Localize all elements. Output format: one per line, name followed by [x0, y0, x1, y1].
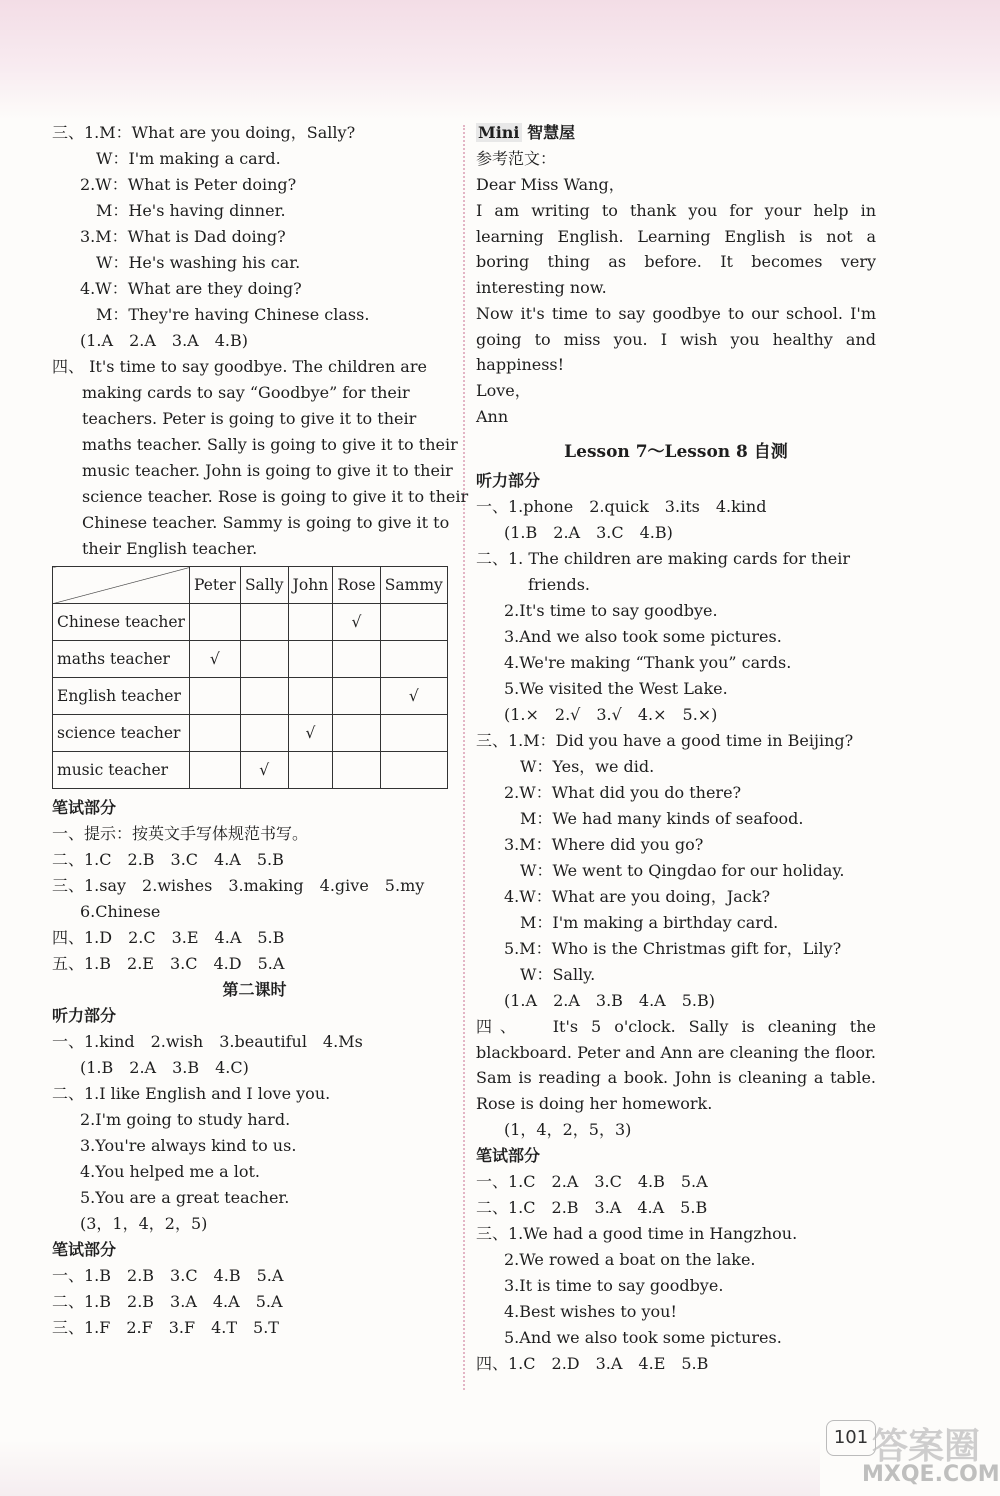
s3-line-8: M：They're having Chinese class.: [96, 305, 370, 324]
listening-heading: 听力部分: [476, 470, 541, 490]
listening-s3-3: 2.W：What did you do there?: [504, 782, 742, 802]
bottom-decorative-band: [0, 1440, 820, 1496]
listening2-line-4: 2.I'm going to study hard.: [80, 1110, 291, 1129]
page-number: 101: [826, 1420, 876, 1456]
listening-s3-10: W：Sally.: [520, 964, 596, 984]
letter-greeting: Dear Miss Wang，: [476, 175, 625, 194]
table-cell: [288, 752, 333, 789]
s4-line-6: science teacher. Rose is going to give it to their: [82, 487, 469, 506]
row-label: maths teacher: [53, 641, 190, 678]
table-cell: [189, 715, 240, 752]
listening-s2-4: 4.We're making “Thank you” cards.: [504, 652, 792, 672]
written-line-2: 二、1.C 2.B 3.C 4.A 5.B: [52, 850, 284, 869]
top-decorative-band: [0, 0, 1000, 120]
test-title: Lesson 7～Lesson 8 自测: [564, 441, 788, 462]
written-line-6: 五、1.B 2.E 3.C 4.D 5.A: [52, 954, 285, 973]
listening-s3-1: 三、1.M：Did you have a good time in Beijing?: [476, 730, 854, 750]
listening2-line-8: (3，1，4，2，5): [80, 1214, 208, 1233]
listening2-line-3: 二、1.I like English and I love you.: [52, 1084, 331, 1103]
written-line-5: 四、1.D 2.C 3.E 4.A 5.B: [52, 928, 285, 947]
listening-s2-answers: (1.× 2.√ 3.√ 4.× 5.×): [504, 704, 718, 724]
s4-line-2: making cards to say “Goodbye” for their: [82, 383, 410, 402]
listening2-line-2: (1.B 2.A 3.B 4.C): [80, 1058, 249, 1077]
watermark-url: MXQE.COM: [862, 1462, 1000, 1487]
watermark-logo: 答案圈: [872, 1426, 981, 1467]
listening-s2-1b: friends.: [528, 574, 590, 594]
letter-signature: Ann: [476, 406, 509, 426]
teacher-card-table: [52, 566, 448, 789]
written2-line-1: 一、1.B 2.B 3.C 4.B 5.A: [52, 1266, 284, 1285]
table-cell: √: [333, 604, 380, 641]
table-cell: [240, 641, 288, 678]
listening-s2-5: 5.We visited the West Lake.: [504, 678, 728, 698]
listening-s4-answers: (1，4，2，5，3): [504, 1119, 632, 1139]
mini-heading-en: Mini: [478, 123, 520, 142]
table-cell: [380, 604, 447, 641]
written-line-3: 三、1.say 2.wishes 3.making 4.give 5.my: [52, 876, 425, 895]
written-heading: 笔试部分: [52, 798, 117, 817]
table-cell: [288, 641, 333, 678]
listening-s3-answers: (1.A 2.A 3.B 4.A 5.B): [504, 990, 715, 1010]
listening2-line-7: 5.You are a great teacher.: [80, 1188, 290, 1207]
row-label: English teacher: [53, 678, 190, 715]
table-cell: [240, 678, 288, 715]
table-cell: [333, 641, 380, 678]
listening-s2-3: 3.And we also took some pictures.: [504, 626, 782, 646]
letter-paragraph-1: I am writing to thank you for your help in learning English. Learning English is not a boring thing as before. It becomes very interesting now.: [476, 201, 876, 298]
table-header: Rose: [333, 567, 380, 604]
written-line-2: 二、1.C 2.B 3.A 4.A 5.B: [476, 1197, 708, 1217]
listening-s4-text: It's 5 o'clock. Sally is cleaning the blackboard. Peter and Ann are cleaning the floor. Sam is reading a book. John is cleaning a table. Rose is doing her homework.: [476, 1016, 876, 1114]
listening-s3-9: 5.M：Who is the Christmas gift for，Lily?: [504, 938, 842, 958]
listening-s3-6: W：We went to Qingdao for our holiday.: [520, 860, 845, 880]
table-corner-cell: [53, 567, 190, 604]
s3-line-2: W：I'm making a card.: [96, 149, 281, 168]
column-divider: [463, 125, 465, 1390]
mini-ref-label: 参考范文：: [476, 149, 557, 168]
written-line-1: 一、1.C 2.A 3.C 4.B 5.A: [476, 1171, 708, 1191]
table-cell: [189, 678, 240, 715]
listening-s4-paragraph: [476, 1014, 876, 1117]
letter-closing: Love，: [476, 380, 531, 400]
table-cell: [333, 678, 380, 715]
listening2-line-1: 一、1.kind 2.wish 3.beautiful 4.Ms: [52, 1032, 363, 1051]
table-cell: [333, 752, 380, 789]
mini-heading: [476, 120, 876, 146]
s3-line-7: 4.W：What are they doing?: [80, 279, 302, 298]
table-cell: √: [288, 715, 333, 752]
listening2-line-6: 4.You helped me a lot.: [80, 1162, 261, 1181]
s3-line-5: 3.M：What is Dad doing?: [80, 227, 286, 246]
row-label: science teacher: [53, 715, 190, 752]
listening-s3-8: M：I'm making a birthday card.: [520, 912, 779, 932]
s3-line-6: W：He's washing his car.: [96, 253, 301, 272]
listening-line-2: (1.B 2.A 3.C 4.B): [504, 522, 673, 542]
s4-line-7: Chinese teacher. Sammy is going to give it to: [82, 513, 450, 532]
table-cell: [240, 604, 288, 641]
right-column: [476, 120, 876, 1377]
written2-line-2: 二、1.B 2.B 3.A 4.A 5.A: [52, 1292, 283, 1311]
table-cell: [333, 715, 380, 752]
table-row: [53, 752, 448, 789]
listening-s3-7: 4.W：What are you doing，Jack?: [504, 886, 771, 906]
table-cell: [380, 715, 447, 752]
listening-heading: 听力部分: [52, 1006, 117, 1025]
table-header: John: [288, 567, 333, 604]
written-heading: 笔试部分: [476, 1145, 541, 1165]
table-cell: [189, 604, 240, 641]
s4-line-8: their English teacher.: [82, 539, 258, 558]
written-line-5: 3.It is time to say goodbye.: [504, 1275, 724, 1295]
lesson2-title: 第二课时: [222, 980, 287, 999]
written-line-7: 5.And we also took some pictures.: [504, 1327, 782, 1347]
table-cell: [240, 715, 288, 752]
listening-s2-1a: 二、1. The children are making cards for their: [476, 548, 850, 568]
table-cell: √: [189, 641, 240, 678]
letter-paragraph-2: Now it's time to say goodbye to our school. I'm going to miss you. I wish you healthy and happiness!: [476, 303, 876, 375]
table-header-row: [53, 567, 448, 604]
table-cell: [288, 678, 333, 715]
written-line-8: 四、1.C 2.D 3.A 4.E 5.B: [476, 1353, 709, 1373]
s4-line-1: 四、 It's time to say goodbye. The children are: [52, 357, 427, 376]
table-row: [53, 715, 448, 752]
table-header: Sally: [240, 567, 288, 604]
table-row: [53, 641, 448, 678]
written-line-4: 2.We rowed a boat on the lake.: [504, 1249, 756, 1269]
s4-line-3: teachers. Peter is going to give it to their: [82, 409, 417, 428]
table-cell: [288, 604, 333, 641]
table-header: Sammy: [380, 567, 447, 604]
s3-line-3: 2.W：What is Peter doing?: [80, 175, 297, 194]
listening-s3-2: W：Yes，we did.: [520, 756, 655, 776]
table-cell: √: [380, 678, 447, 715]
row-label: music teacher: [53, 752, 190, 789]
mini-heading-cn: 智慧屋: [521, 123, 576, 142]
written2-heading: 笔试部分: [52, 1240, 117, 1259]
listening-s3-5: 3.M：Where did you go?: [504, 834, 704, 854]
s3-answers: (1.A 2.A 3.A 4.B): [80, 331, 248, 350]
listening-s4-lead: 四、: [476, 1016, 516, 1036]
table-cell: [380, 641, 447, 678]
table-cell: √: [240, 752, 288, 789]
listening-line-1: 一、1.phone 2.quick 3.its 4.kind: [476, 496, 767, 516]
written-line-3: 三、1.We had a good time in Hangzhou.: [476, 1223, 798, 1243]
table-row: [53, 678, 448, 715]
written-line-1: 一、提示：按英文手写体规范书写。: [52, 824, 309, 843]
listening-s2-2: 2.It's time to say goodbye.: [504, 600, 718, 620]
s4-line-5: music teacher. John is going to give it to their: [82, 461, 453, 480]
row-label: Chinese teacher: [53, 604, 190, 641]
left-column: [52, 120, 469, 1341]
written-line-6: 4.Best wishes to you!: [504, 1301, 677, 1321]
table-cell: [380, 752, 447, 789]
table-row: [53, 604, 448, 641]
s3-line-4: M：He's having dinner.: [96, 201, 286, 220]
listening2-line-5: 3.You're always kind to us.: [80, 1136, 297, 1155]
listening-s3-4: M：We had many kinds of seafood.: [520, 808, 804, 828]
written2-line-3: 三、1.F 2.F 3.F 4.T 5.T: [52, 1318, 279, 1337]
s4-line-4: maths teacher. Sally is going to give it to their: [82, 435, 458, 454]
table-cell: [189, 752, 240, 789]
written-line-4: 6.Chinese: [80, 902, 161, 921]
s3-line-1: 三、1.M：What are you doing，Sally?: [52, 123, 356, 142]
table-header: Peter: [189, 567, 240, 604]
